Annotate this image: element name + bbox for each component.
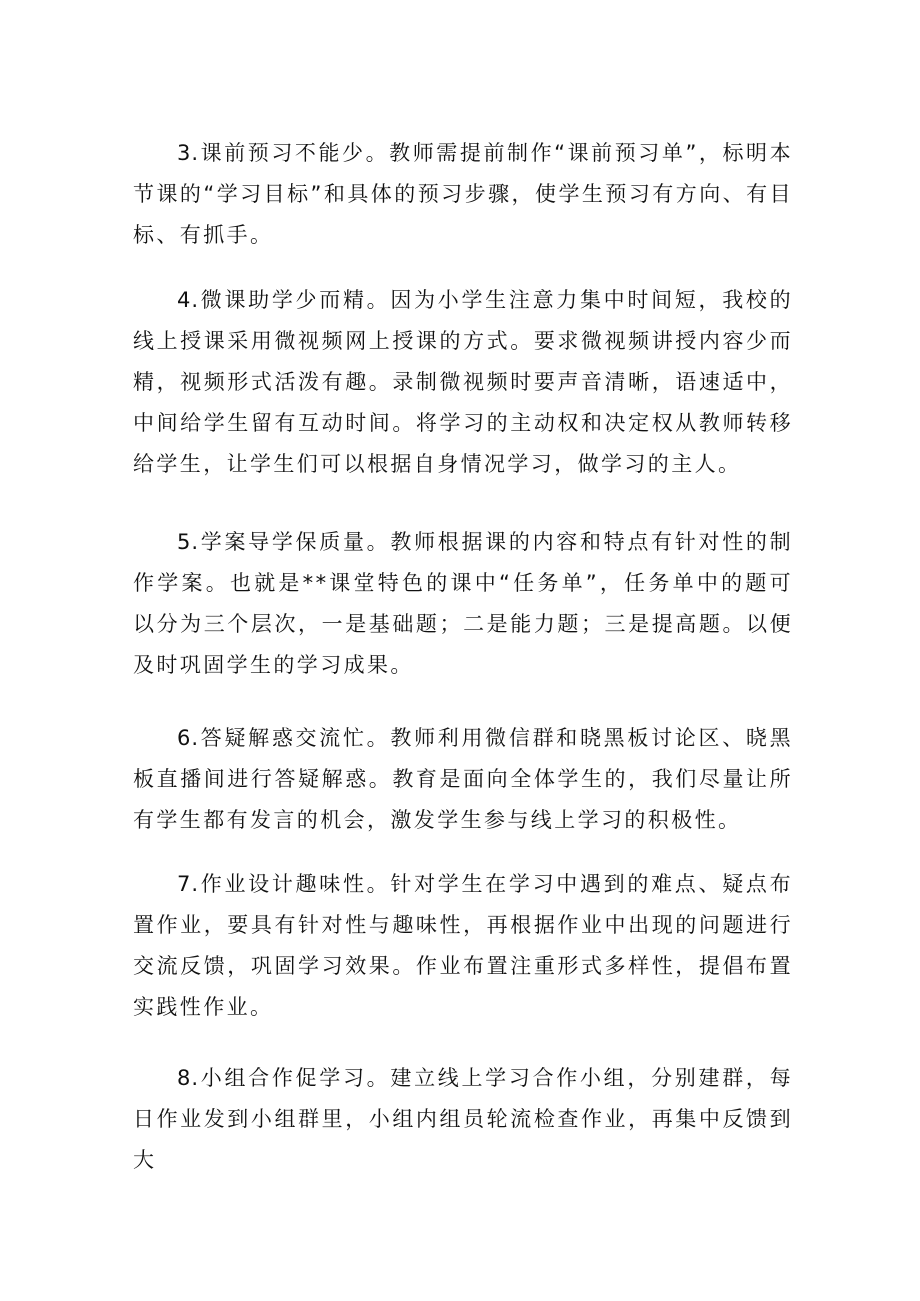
paragraph-text: .小组合作促学习。建立线上学习合作小组，分别建群，每日作业发到小组群里，小组内组员轮流检查作业，再集中反馈到大 — [133, 1066, 793, 1172]
paragraph-6 — [133, 718, 793, 841]
paragraph-number: 4 — [177, 288, 192, 312]
paragraph-text: .微课助学少而精。因为小学生注意力集中时间短，我校的线上授课采用微视频网上授课的方式。要求微视频讲授内容少而精，视频形式活泼有趣。录制微视频时要声音清晰，语速适中，中间给学生留有互动时间。将学习的主动权和决定权从教师转移给学生，让学生们可以根据自身情况学习，做学习的主人。 — [133, 288, 793, 476]
paragraph-number: 7 — [177, 872, 192, 896]
paragraph-text: .作业设计趣味性。针对学生在学习中遇到的难点、疑点布置作业，要具有针对性与趣味性，再根据作业中出现的问题进行交流反馈，巩固学习效果。作业布置注重形式多样性，提倡布置实践性作业。 — [133, 872, 793, 1019]
paragraph-number: 5 — [177, 530, 192, 554]
paragraph-text: .答疑解惑交流忙。教师利用微信群和晓黑板讨论区、晓黑板直播间进行答疑解惑。教育是面向全体学生的，我们尽量让所有学生都有发言的机会，激发学生参与线上学习的积极性。 — [133, 726, 793, 832]
paragraph-number: 3 — [177, 141, 192, 165]
paragraph-4 — [133, 280, 793, 485]
paragraph-number: 6 — [177, 726, 192, 750]
paragraph-5 — [133, 522, 793, 686]
paragraph-text: .学案导学保质量。教师根据课的内容和特点有针对性的制作学案。也就是**课堂特色的课中“任务单”，任务单中的题可以分为三个层次，一是基础题；二是能力题；三是提高题。以便及时巩固学生的学习成果。 — [133, 530, 793, 677]
paragraph-8 — [133, 1058, 793, 1181]
paragraph-3 — [133, 133, 793, 256]
paragraph-7 — [133, 864, 793, 1028]
paragraph-number: 8 — [177, 1066, 192, 1090]
paragraph-text: .课前预习不能少。教师需提前制作“课前预习单”，标明本节课的“学习目标”和具体的预习步骤，使学生预习有方向、有目标、有抓手。 — [133, 141, 793, 247]
